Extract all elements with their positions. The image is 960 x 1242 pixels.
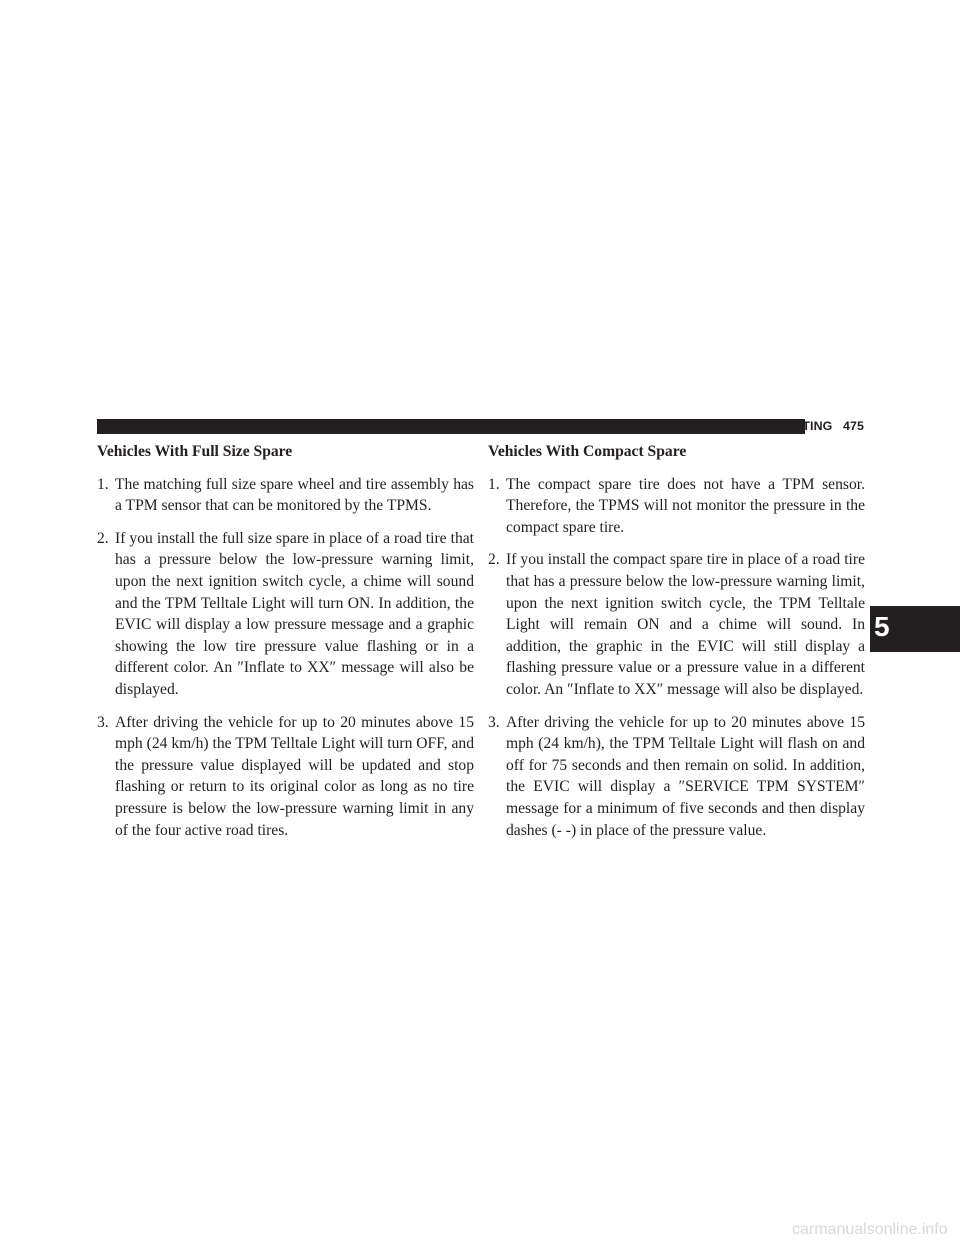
section-heading-compact-spare: Vehicles With Compact Spare [488, 443, 687, 460]
list-item [97, 474, 474, 517]
section-heading-full-size-spare: Vehicles With Full Size Spare [97, 443, 293, 460]
item-text: If you install the full size spare in place of a road tire that has a pressure below the low-pressure warning limit, upon the next ignition switch cycle, a chime will sound and the TPM Telltale Light will turn ON. In addition, the EVIC will display a low pressure message and a graphic showing the low tire pressure value flashing or in a different color. An ″Inflate to XX″ message will also be displayed. [115, 529, 474, 698]
list-item [488, 712, 865, 842]
item-number: 1. [488, 475, 500, 493]
item-number: 2. [97, 529, 109, 547]
list-item [97, 712, 474, 842]
item-text: If you install the compact spare tire in place of a road tire that has a pressure below the low-pressure warning limit, upon the next ignition switch cycle, the TPM Telltale Light will remain ON and a chime will sound. In addition, the graphic in the EVIC will still display a flashing pressure value or a pressure value in a different color. An ″Inflate to XX″ message will also be displayed. [506, 551, 865, 698]
header-section-title: STARTING AND OPERATING [661, 419, 833, 433]
watermark: carmanualsonline.info [792, 1221, 948, 1238]
item-number: 1. [97, 475, 109, 493]
item-text: The matching full size spare wheel and tire assembly has a TPM sensor that can be monitored by the TPMS. [115, 475, 474, 515]
list-item [488, 474, 865, 539]
page-number: 475 [843, 419, 864, 433]
full-size-spare-steps [97, 474, 474, 842]
right-column [488, 441, 865, 852]
item-number: 2. [488, 551, 500, 569]
list-item [97, 528, 474, 701]
item-text: The compact spare tire does not have a TPM sensor. Therefore, the TPMS will not monitor the pressure in the compact spare tire. [506, 475, 865, 536]
compact-spare-steps [488, 474, 865, 842]
item-text: After driving the vehicle for up to 20 minutes above 15 mph (24 km/h), the TPM Telltale Light will flash on and off for 75 seconds and then remain on solid. In addition, the EVIC will display a ″SERVICE TPM SYSTEM″ message for a minimum of five seconds and then display dashes (- -) in place of the pressure value. [506, 713, 865, 839]
chapter-number: 5 [874, 611, 890, 642]
list-item [488, 549, 865, 700]
item-text: After driving the vehicle for up to 20 minutes above 15 mph (24 km/h) the TPM Telltale Light will turn OFF, and the pressure value displayed will be updated and stop flashing or return to its original color as long as no tire pressure is below the low-pressure warning limit in any of the four active road tires. [115, 713, 474, 839]
left-column [97, 441, 474, 852]
header-spacer [832, 419, 843, 433]
item-number: 3. [488, 713, 500, 731]
item-number: 3. [97, 713, 109, 731]
running-header [661, 418, 864, 435]
